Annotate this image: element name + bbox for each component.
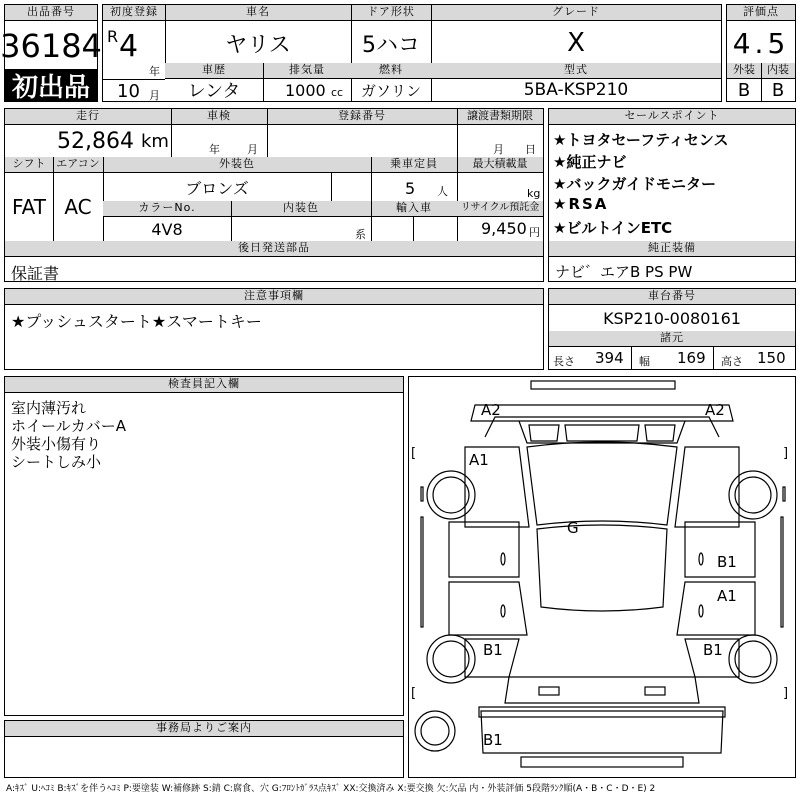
recycle-label: リサイクル預託金 [457, 201, 543, 217]
damage-mark: B1 [717, 553, 737, 571]
max-load-label: 最大積載量 [457, 157, 543, 173]
inspect-label: 車検 [171, 109, 267, 125]
notes: ★プッシュスタート★スマートキー [11, 312, 262, 331]
sales-point-item: ★トヨタセーフティセンス [553, 131, 729, 149]
notes-box [4, 288, 544, 370]
damage-mark: B1 [703, 641, 723, 659]
damage-mark: B1 [483, 731, 503, 749]
capacity-unit: 人 [437, 185, 448, 198]
mileage-unit: km [141, 131, 169, 152]
mileage-label: 走行 [5, 109, 171, 125]
int-label: 内装 [761, 63, 795, 79]
ext-color-label: 外装色 [103, 157, 371, 173]
sales-points-label: セールスポイント [549, 109, 795, 125]
car-diagram-svg [409, 377, 795, 777]
door-label: ドア形状 [351, 5, 431, 21]
sales-points-box [548, 108, 796, 282]
damage-mark: B1 [483, 641, 503, 659]
mileage: 52,864 [57, 129, 134, 154]
damage-mark: A2 [705, 401, 725, 419]
car-history: レンタ [187, 81, 241, 102]
later-parts-label: 後日発送部品 [5, 241, 543, 257]
damage-mark: A1 [469, 451, 489, 469]
name-label: 車名 [165, 5, 351, 21]
car-name: ヤリス [225, 32, 291, 58]
legend: A:ｷｽﾞ U:ﾍｺﾐ B:ｷｽﾞを伴うﾍｺﾐ P:要塗装 W:補修跡 S:錆 C:腐食、穴 G:ﾌﾛﾝﾄｶﾞﾗｽ点ｷｽﾞ XX:交換済み X:要交換 欠:欠品 内・外装評価 5段階ﾗﾝｸ順(A・B・C・D・E) 2 [6, 784, 656, 794]
svg-text:]: ] [783, 686, 789, 701]
import-label: 輸入車 [371, 201, 457, 217]
int-score: B [771, 79, 785, 101]
inspect-month-unit: 月 [247, 143, 258, 156]
sales-point-item: ★ビルトインETC [553, 219, 673, 237]
reg-year-unit: 年 [149, 65, 160, 78]
inspector-box [4, 376, 404, 716]
ext-score: B [737, 79, 751, 101]
sales-point-item: ★バックガイドモニター [553, 175, 716, 193]
chassis-label: 車台番号 [549, 289, 795, 305]
score-value: 4.5 [732, 26, 790, 60]
model-code: 5BA-KSP210 [523, 80, 629, 100]
first-listing-badge: 初出品 [5, 69, 97, 101]
score-box [726, 4, 796, 102]
grade-label: グレード [431, 5, 721, 21]
lot-number: 36184 [0, 27, 102, 65]
capacity-label: 乗車定員 [371, 157, 457, 173]
inspector-line: ホイールカバーA [11, 417, 126, 435]
fuel-label: 燃料 [351, 63, 431, 79]
office-label: 事務局よりご案内 [5, 721, 403, 737]
air-conditioner: AC [64, 195, 92, 219]
dims-label: 諸元 [549, 331, 795, 347]
equipment: ナビ゛エアB PS PW [555, 263, 693, 281]
reg-month: 10 [117, 81, 140, 102]
inspector-line: 外装小傷有り [11, 435, 102, 453]
inspect-year-unit: 年 [209, 143, 220, 156]
chassis-box [548, 288, 796, 370]
svg-text:]: ] [783, 446, 789, 461]
sales-point-item: ★RSA [553, 195, 609, 213]
inspector-label: 検査員記入欄 [5, 377, 403, 393]
inspector-line: シートしみ小 [11, 453, 102, 471]
plate-label: 登録番号 [267, 109, 457, 125]
disp-label: 排気量 [263, 63, 351, 79]
int-color-label: 内装色 [231, 201, 371, 217]
sales-point-item: ★純正ナビ [553, 153, 627, 171]
height-label: 高さ [721, 355, 743, 368]
notes-label: 注意事項欄 [5, 289, 543, 305]
grade: X [567, 28, 585, 58]
door-type: 5ハコ [362, 32, 420, 58]
ext-color: ブロンズ [185, 178, 249, 198]
svg-text:[: [ [411, 446, 417, 461]
width: 169 [677, 349, 706, 367]
office-box [4, 720, 404, 778]
length-label: 長さ [553, 355, 575, 368]
height: 150 [757, 349, 786, 367]
fuel: ガソリン [360, 81, 421, 100]
transfer-day-unit: 日 [525, 143, 536, 156]
int-color-unit: 系 [355, 228, 366, 241]
transfer-label: 譲渡書類期限 [457, 109, 543, 125]
recycle-fee: 9,450 [481, 219, 527, 238]
reg-year: 4 [119, 29, 139, 64]
history-label: 車歴 [165, 63, 263, 79]
svg-text:[: [ [411, 686, 417, 701]
shift: FAT [11, 195, 46, 219]
later-parts: 保証書 [11, 264, 60, 283]
shift-label: シフト [5, 157, 53, 173]
displacement: 1000 [285, 81, 326, 100]
car-diagram [408, 376, 796, 778]
damage-mark: A1 [717, 587, 737, 605]
reg-era: R [107, 27, 119, 46]
max-load-unit: kg [527, 187, 541, 200]
lot-label: 出品番号 [5, 5, 97, 21]
displacement-unit: cc [331, 86, 344, 99]
reg-month-unit: 月 [149, 89, 160, 102]
transfer-month-unit: 月 [493, 143, 504, 156]
chassis-number: KSP210-0080161 [603, 308, 741, 328]
length: 394 [595, 349, 624, 367]
ac-label: エアコン [53, 157, 103, 173]
damage-mark: A2 [481, 401, 501, 419]
reg-label: 初度登録 [103, 5, 165, 21]
recycle-unit: 円 [529, 226, 540, 239]
specs-box [4, 108, 544, 282]
inspector-line: 室内薄汚れ [11, 399, 87, 417]
equipment-label: 純正装備 [549, 241, 795, 257]
score-label: 評価点 [727, 5, 795, 21]
width-label: 幅 [639, 355, 650, 368]
damage-mark: G [567, 519, 579, 537]
model-label: 型式 [431, 63, 721, 79]
capacity: 5 [405, 179, 416, 198]
ext-label: 外装 [727, 63, 761, 79]
lot-box [0, 4, 102, 103]
listing-main-box [102, 4, 722, 102]
color-no-label: カラーNo. [103, 201, 231, 217]
color-no: 4V8 [151, 219, 183, 239]
